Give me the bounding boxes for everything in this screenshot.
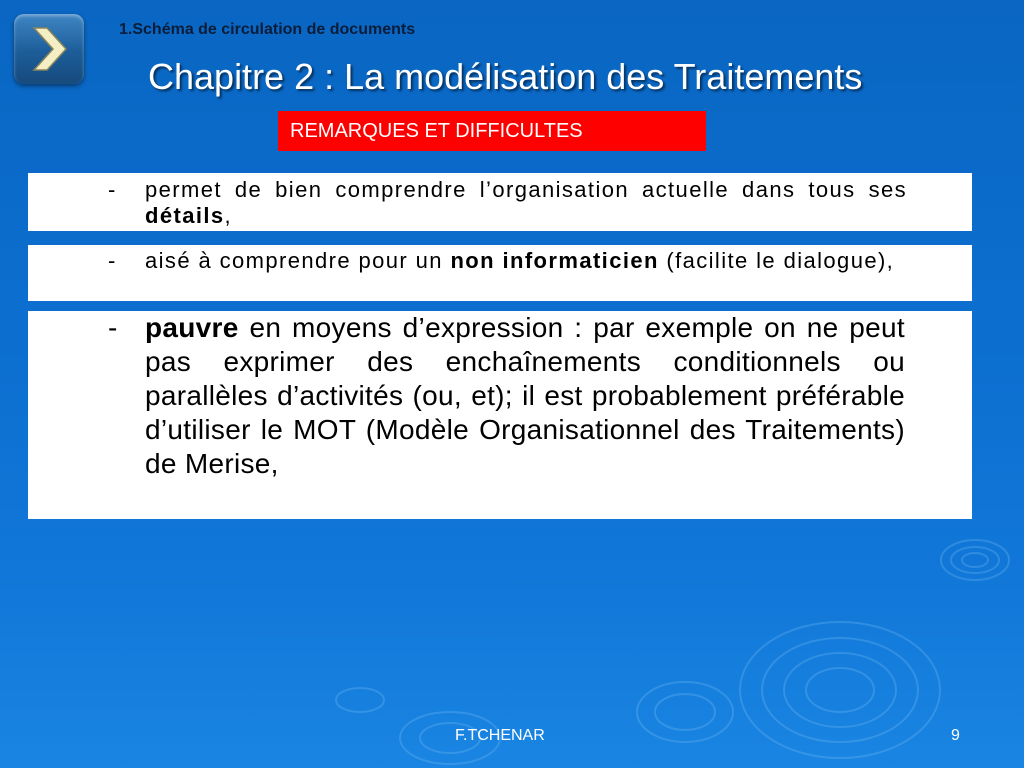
- emphasis: non informaticien: [450, 248, 659, 273]
- remark-text: aisé à comprendre pour un non informaticien (facilite le dialogue),: [145, 248, 895, 273]
- remarks-badge: REMARQUES ET DIFFICULTES: [278, 111, 706, 151]
- chevron-right-icon: [14, 14, 84, 84]
- remark-text: pauvre en moyens d’expression : par exemple on ne peut pas exprimer des enchaînements conditionnels ou parallèles d’activités (ou, et); il est probablement préférable d’utiliser le MOT (Modèle Organisationnel des Traitements) de Merise,: [145, 312, 905, 479]
- remark-box-1: [28, 173, 972, 231]
- bullet-dash: -: [108, 312, 118, 343]
- page-number: 9: [951, 727, 960, 744]
- remark-text: permet de bien comprendre l’organisation actuelle dans tous ses détails,: [145, 177, 907, 228]
- next-slide-button[interactable]: [14, 14, 84, 84]
- page-title: Chapitre 2 : La modélisation des Traitements: [148, 56, 863, 97]
- emphasis: détails: [145, 203, 225, 228]
- footer-author: F.TCHENAR: [455, 727, 545, 744]
- remark-box-2: [28, 245, 972, 301]
- bullet-dash: -: [108, 248, 117, 273]
- remark-box-3: [28, 311, 972, 519]
- bullet-dash: -: [108, 177, 117, 202]
- section-label: 1.Schéma de circulation de documents: [119, 21, 416, 38]
- emphasis: pauvre: [145, 312, 239, 343]
